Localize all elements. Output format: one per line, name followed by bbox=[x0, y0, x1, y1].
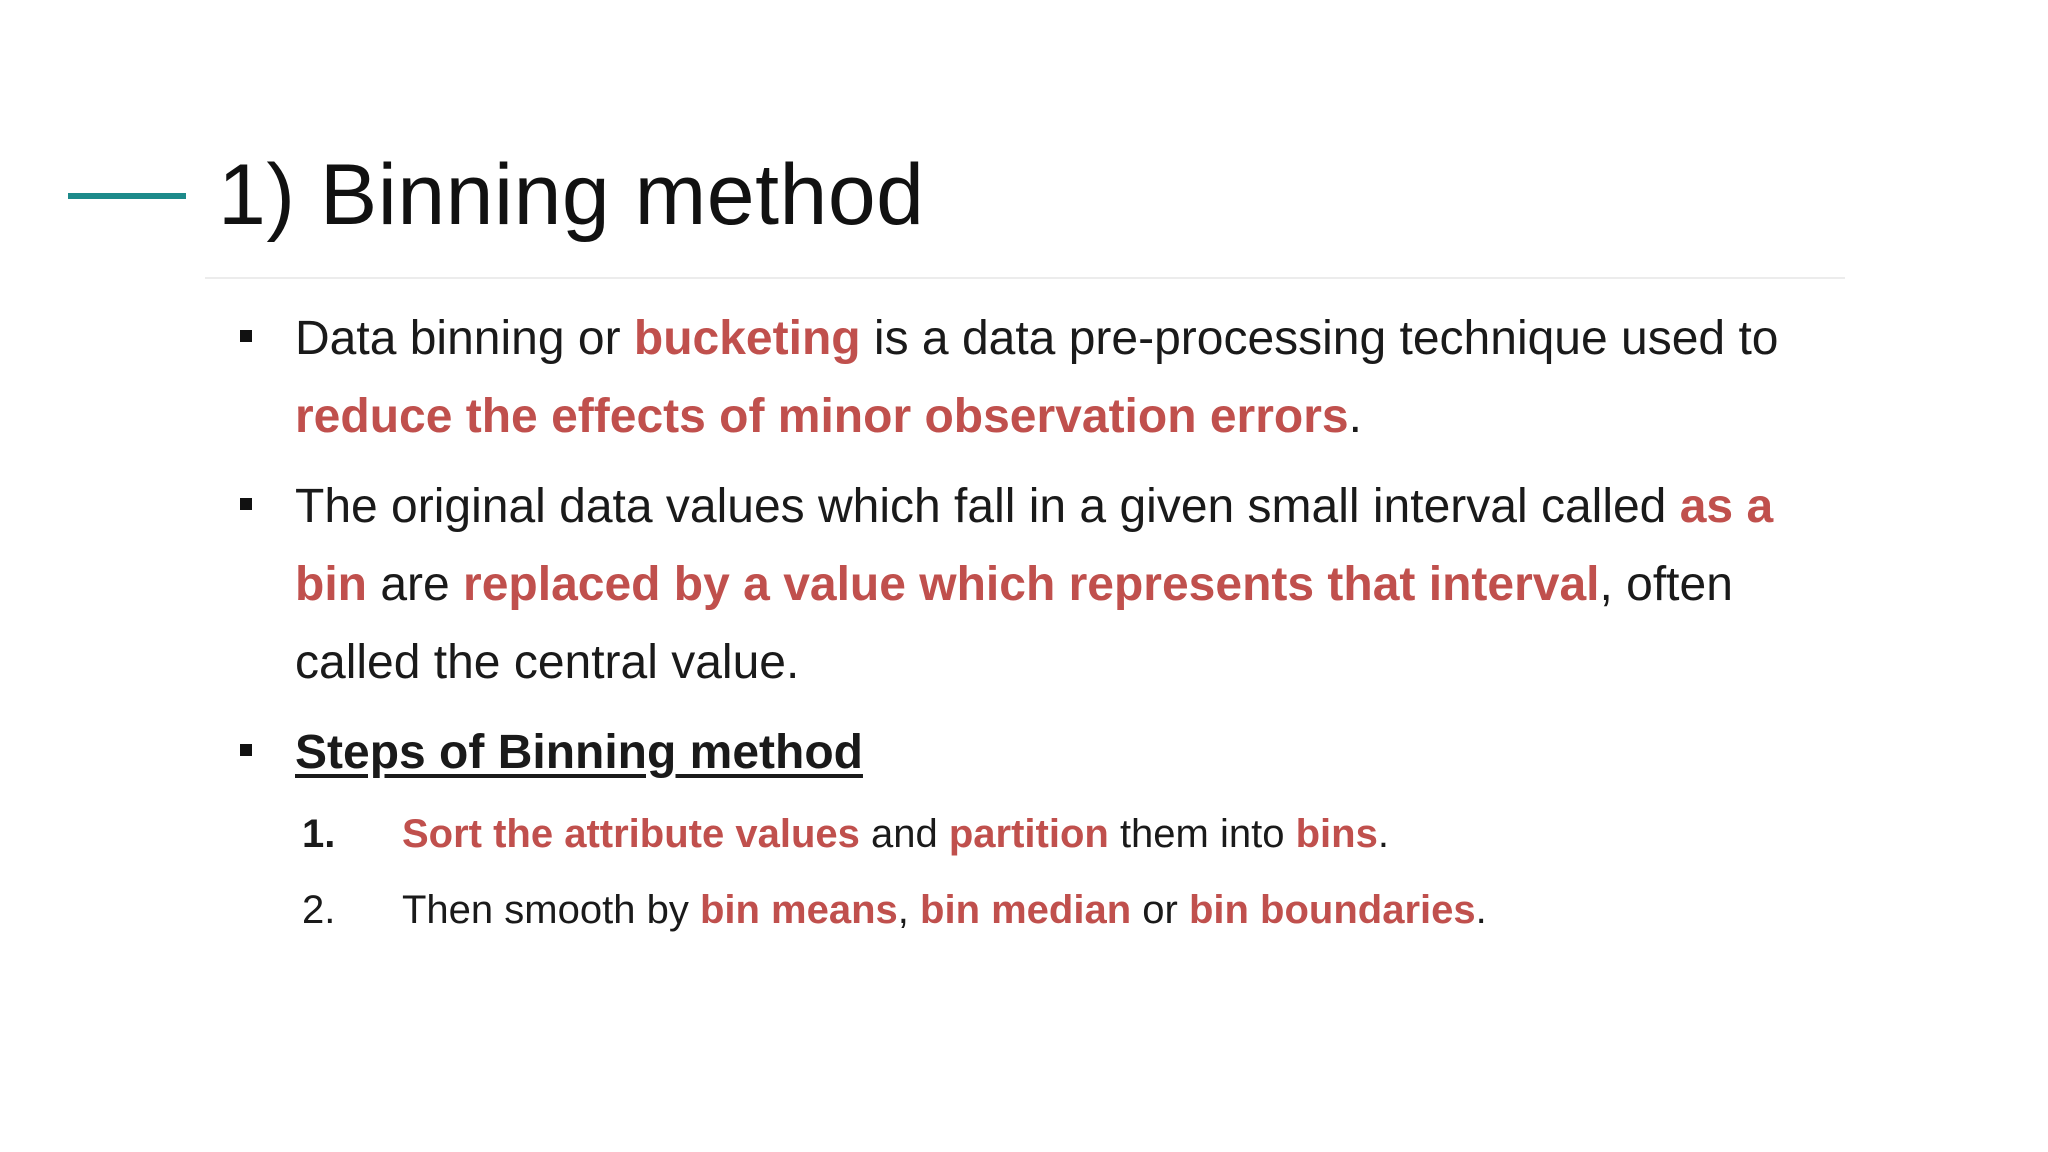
square-bullet-icon bbox=[240, 330, 252, 342]
text-run: them into bbox=[1108, 812, 1296, 856]
highlighted-text: bin boundaries bbox=[1188, 888, 1476, 932]
text-run: are bbox=[366, 558, 464, 611]
highlighted-text: bin means bbox=[699, 888, 898, 932]
text-run: The original data values which fall in a given small interval called bbox=[295, 480, 1680, 533]
step-number: 2. bbox=[302, 888, 336, 932]
text-run: . bbox=[1348, 390, 1362, 443]
highlighted-text: partition bbox=[948, 812, 1109, 856]
steps-list bbox=[240, 796, 1840, 948]
bullet-text bbox=[295, 480, 1773, 689]
highlighted-text: bin median bbox=[920, 888, 1132, 932]
text-run: and bbox=[859, 812, 949, 856]
highlighted-text: replaced by a value which represents that interval bbox=[463, 558, 1600, 611]
bullet-explanation bbox=[240, 468, 1840, 702]
bullet-text bbox=[295, 312, 1778, 443]
square-bullet-icon bbox=[240, 498, 252, 510]
accent-line bbox=[68, 193, 186, 199]
text-run: is a data pre-processing technique used to bbox=[860, 312, 1779, 365]
step-text bbox=[402, 888, 1487, 932]
step-number: 1. bbox=[302, 812, 336, 856]
text-run: . bbox=[1475, 888, 1487, 932]
highlighted-text: bins bbox=[1295, 812, 1378, 856]
title-divider bbox=[205, 277, 1845, 279]
text-run: Data binning or bbox=[295, 312, 634, 365]
highlighted-text: as a bin bbox=[295, 480, 1774, 611]
slide-content bbox=[240, 300, 1840, 948]
bullet-steps-heading bbox=[240, 714, 1840, 792]
steps-heading: Steps of Binning method bbox=[295, 726, 863, 779]
step-item bbox=[302, 796, 1840, 872]
highlighted-text: reduce the effects of minor observation errors bbox=[295, 390, 1349, 443]
step-text bbox=[402, 812, 1389, 856]
text-run: , often called the central value. bbox=[295, 558, 1733, 689]
text-run: Then smooth by bbox=[402, 888, 700, 932]
text-run: , bbox=[897, 888, 921, 932]
text-run: or bbox=[1131, 888, 1189, 932]
step-item bbox=[302, 872, 1840, 948]
text-run: . bbox=[1377, 812, 1389, 856]
bullet-definition bbox=[240, 300, 1840, 456]
square-bullet-icon bbox=[240, 744, 252, 756]
slide-title: 1) Binning method bbox=[218, 147, 925, 243]
highlighted-text: bucketing bbox=[633, 312, 861, 365]
highlighted-text: Sort the attribute values bbox=[402, 812, 860, 856]
